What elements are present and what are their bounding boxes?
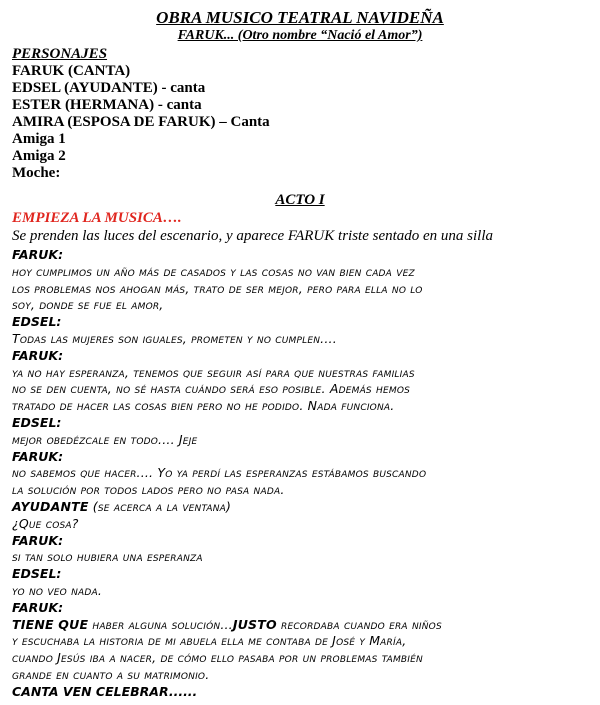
- dialogue-text: recordaba cuando era niños: [276, 616, 442, 632]
- dialogue-line: no sabemos que hacer.... Yo ya perdí las esperanzas estábamos buscando: [12, 465, 427, 481]
- speaker-label: CANTA VEN CELEBRAR......: [12, 683, 198, 699]
- dialogue-line: si tan solo hubiera una esperanza: [12, 549, 203, 565]
- play-title: OBRA MUSICO TEATRAL NAVIDEÑA: [156, 8, 444, 27]
- cast-member: FARUK (CANTA): [12, 63, 131, 79]
- speaker-label: FARUK:: [12, 532, 64, 548]
- dialogue-line: mejor obedézcale en todo.... Jeje: [12, 431, 198, 447]
- dialogue-line: tratado de hacer las cosas bien pero no he podido. Nada funciona.: [12, 398, 395, 414]
- emphasis-text: JUSTO: [232, 616, 277, 632]
- speaker-label: EDSEL:: [12, 415, 62, 430]
- dialogue-line: [12, 617, 442, 632]
- emphasis-text: TIENE QUE: [12, 616, 89, 632]
- dialogue-line: yo no veo nada.: [12, 583, 103, 598]
- dialogue-line: [12, 499, 231, 514]
- speaker-label: AYUDANTE: [12, 499, 89, 514]
- dialogue-text: haber alguna solución...: [88, 616, 233, 632]
- dialogue-line: y escuchaba la historia de mi abuela ella me contaba de José y María,: [12, 633, 407, 649]
- speaker-label: FARUK:: [12, 448, 64, 464]
- speaker-label: EDSEL:: [12, 566, 62, 582]
- dialogue-line: Todas las mujeres son iguales, prometen y no cumplen....: [12, 331, 337, 346]
- dialogue-line: cuando Jesús iba a nacer, de cómo ello pasaba por un problemas también: [12, 650, 423, 666]
- dialogue-line: los problemas nos ahogan más, trato de ser mejor, pero para ella no lo: [12, 280, 423, 296]
- cast-heading: PERSONAJES: [12, 46, 108, 62]
- dialogue-line: la solución por todos lados pero no pasa nada.: [12, 482, 285, 498]
- cast-member: Moche:: [12, 165, 61, 181]
- speaker-label: FARUK:: [12, 347, 64, 363]
- cast-member: EDSEL (AYUDANTE) - canta: [12, 80, 206, 96]
- dialogue-line: no se den cuenta, no sé hasta cuándo será eso posible. Además hemos: [12, 381, 411, 397]
- stage-direction: Se prenden las luces del escenario, y aparece FARUK triste sentado en una silla: [12, 228, 494, 244]
- music-cue: EMPIEZA LA MUSICA….: [12, 210, 182, 226]
- cast-member: Amiga 1: [12, 131, 66, 147]
- dialogue-line: ¿Que cosa?: [12, 515, 79, 531]
- cast-member: ESTER (HERMANA) - canta: [12, 97, 202, 113]
- speaker-label: EDSEL:: [12, 314, 62, 330]
- play-subtitle: FARUK... (Otro nombre “Nació el Amor”): [177, 28, 423, 43]
- dialogue-line: ya no hay esperanza, tenemos que seguir así para que nuestras familias: [12, 364, 415, 380]
- speaker-label: FARUK:: [12, 599, 64, 615]
- stage-note: (se acerca a la ventana): [88, 499, 232, 514]
- dialogue-line: hoy cumplimos un año más de casados y las cosas no van bien cada vez: [12, 263, 415, 279]
- cast-member: Amiga 2: [12, 148, 66, 164]
- act-heading: ACTO I: [275, 192, 325, 208]
- dialogue-line: soy, donde se fue el amor,: [12, 297, 164, 313]
- cast-member: AMIRA (ESPOSA DE FARUK) – Canta: [12, 114, 270, 130]
- dialogue-line: grande en cuanto a su matrimonio.: [12, 667, 210, 682]
- speaker-label: FARUK:: [12, 247, 64, 262]
